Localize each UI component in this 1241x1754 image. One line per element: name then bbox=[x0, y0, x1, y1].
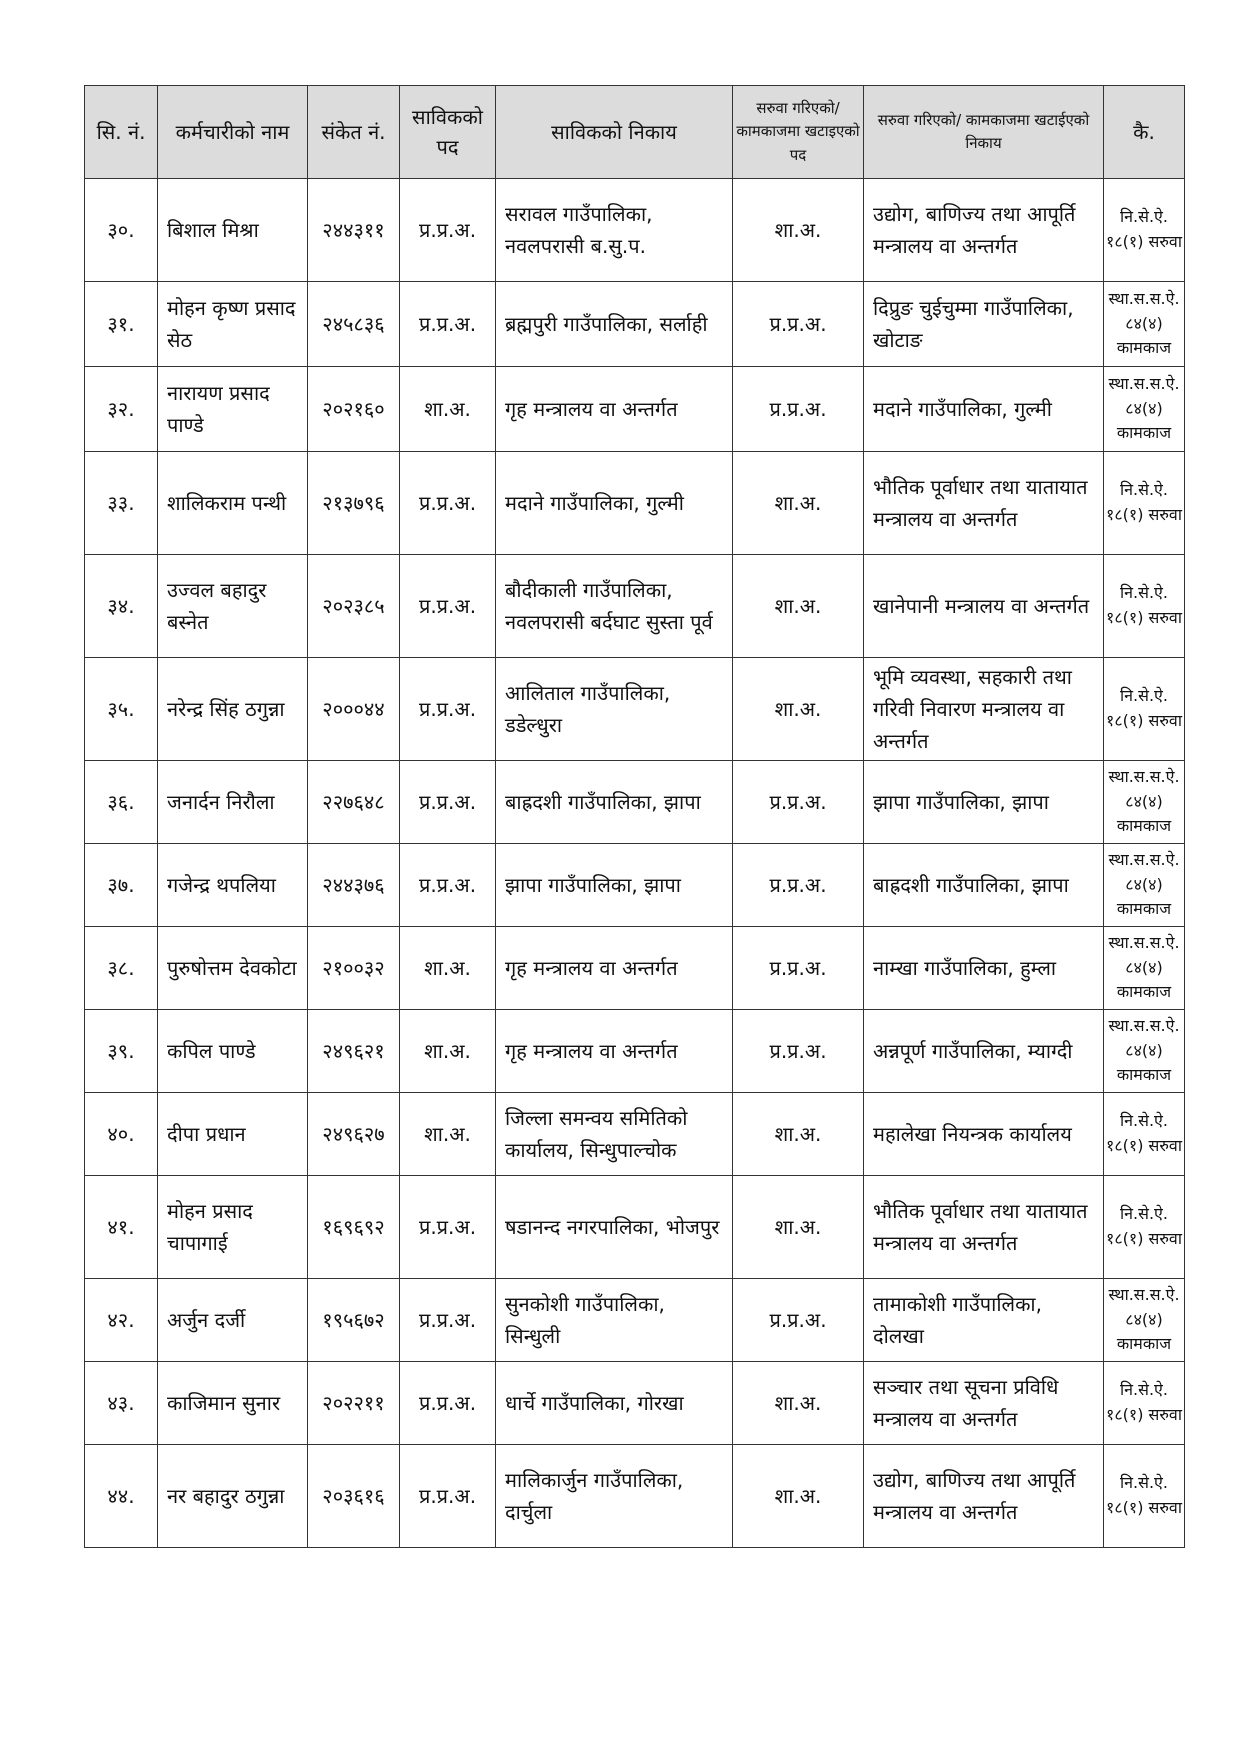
previous-office-cell: गृह मन्त्रालय वा अन्तर्गत bbox=[496, 1010, 733, 1093]
previous-office-cell: बाह्रदशी गाउँपालिका, झापा bbox=[496, 761, 733, 844]
remark-cell: नि.से.ऐ. १८(१) सरुवा bbox=[1104, 555, 1185, 658]
employee-name-cell: जनार्दन निरौला bbox=[158, 761, 308, 844]
header-new-post: सरुवा गरिएको/ कामकाजमा खटाइएको पद bbox=[733, 86, 864, 179]
new-office-cell: अन्नपूर्ण गाउँपालिका, म्याग्दी bbox=[864, 1010, 1104, 1093]
code-number-cell: २१३७९६ bbox=[308, 452, 400, 555]
previous-office-cell: षडानन्द नगरपालिका, भोजपुर bbox=[496, 1176, 733, 1279]
employee-name-cell: कपिल पाण्डे bbox=[158, 1010, 308, 1093]
new-post-cell: प्र.प्र.अ. bbox=[733, 761, 864, 844]
table-row bbox=[85, 1010, 1185, 1093]
remark-cell: नि.से.ऐ. १८(१) सरुवा bbox=[1104, 1362, 1185, 1445]
serial-number-cell: ३३. bbox=[85, 452, 158, 555]
previous-post-cell: शा.अ. bbox=[400, 1093, 496, 1176]
employee-name-cell: उज्वल बहादुर बस्नेत bbox=[158, 555, 308, 658]
employee-name-cell: मोहन कृष्ण प्रसाद सेठ bbox=[158, 282, 308, 367]
previous-post-cell: प्र.प्र.अ. bbox=[400, 844, 496, 927]
new-office-cell: भौतिक पूर्वाधार तथा यातायात मन्त्रालय वा अन्तर्गत bbox=[864, 452, 1104, 555]
code-number-cell: २४९६२१ bbox=[308, 1010, 400, 1093]
previous-office-cell: मालिकार्जुन गाउँपालिका, दार्चुला bbox=[496, 1445, 733, 1548]
previous-post-cell: प्र.प्र.अ. bbox=[400, 1279, 496, 1362]
employee-name-cell: पुरुषोत्तम देवकोटा bbox=[158, 927, 308, 1010]
code-number-cell: २०००४४ bbox=[308, 658, 400, 761]
remark-cell: स्था.स.स.ऐ. ८४(४) कामकाज bbox=[1104, 282, 1185, 367]
new-office-cell: बाह्रदशी गाउँपालिका, झापा bbox=[864, 844, 1104, 927]
code-number-cell: २०३६१६ bbox=[308, 1445, 400, 1548]
previous-post-cell: प्र.प्र.अ. bbox=[400, 1362, 496, 1445]
new-office-cell: मदाने गाउँपालिका, गुल्मी bbox=[864, 367, 1104, 452]
new-post-cell: प्र.प्र.अ. bbox=[733, 844, 864, 927]
table-row bbox=[85, 1093, 1185, 1176]
new-office-cell: खानेपानी मन्त्रालय वा अन्तर्गत bbox=[864, 555, 1104, 658]
employee-name-cell: दीपा प्रधान bbox=[158, 1093, 308, 1176]
table-row bbox=[85, 1362, 1185, 1445]
new-post-cell: शा.अ. bbox=[733, 555, 864, 658]
remark-cell: नि.से.ऐ. १८(१) सरुवा bbox=[1104, 1093, 1185, 1176]
employee-name-cell: गजेन्द्र थपलिया bbox=[158, 844, 308, 927]
header-code-number: संकेत नं. bbox=[308, 86, 400, 179]
serial-number-cell: ३८. bbox=[85, 927, 158, 1010]
new-office-cell: तामाकोशी गाउँपालिका, दोलखा bbox=[864, 1279, 1104, 1362]
header-employee-name: कर्मचारीको नाम bbox=[158, 86, 308, 179]
previous-post-cell: प्र.प्र.अ. bbox=[400, 282, 496, 367]
new-office-cell: नाम्खा गाउँपालिका, हुम्ला bbox=[864, 927, 1104, 1010]
table-row bbox=[85, 1445, 1185, 1548]
previous-office-cell: ब्रह्मपुरी गाउँपालिका, सर्लाही bbox=[496, 282, 733, 367]
code-number-cell: २१००३२ bbox=[308, 927, 400, 1010]
new-post-cell: शा.अ. bbox=[733, 1093, 864, 1176]
previous-office-cell: गृह मन्त्रालय वा अन्तर्गत bbox=[496, 927, 733, 1010]
table-row bbox=[85, 658, 1185, 761]
employee-name-cell: शालिकराम पन्थी bbox=[158, 452, 308, 555]
employee-name-cell: बिशाल मिश्रा bbox=[158, 179, 308, 282]
code-number-cell: २०२२११ bbox=[308, 1362, 400, 1445]
code-number-cell: २४५८३६ bbox=[308, 282, 400, 367]
new-office-cell: भूमि व्यवस्था, सहकारी तथा गरिवी निवारण मन्त्रालय वा अन्तर्गत bbox=[864, 658, 1104, 761]
new-post-cell: प्र.प्र.अ. bbox=[733, 1010, 864, 1093]
new-post-cell: प्र.प्र.अ. bbox=[733, 282, 864, 367]
header-remarks: कै. bbox=[1104, 86, 1185, 179]
remark-cell: स्था.स.स.ऐ. ८४(४) कामकाज bbox=[1104, 367, 1185, 452]
code-number-cell: २२७६४८ bbox=[308, 761, 400, 844]
previous-office-cell: सरावल गाउँपालिका, नवलपरासी ब.सु.प. bbox=[496, 179, 733, 282]
previous-post-cell: शा.अ. bbox=[400, 927, 496, 1010]
code-number-cell: १६९६९२ bbox=[308, 1176, 400, 1279]
table-header bbox=[85, 86, 1185, 179]
code-number-cell: २४९६२७ bbox=[308, 1093, 400, 1176]
previous-office-cell: जिल्ला समन्वय समितिको कार्यालय, सिन्धुपाल्चोक bbox=[496, 1093, 733, 1176]
serial-number-cell: ३०. bbox=[85, 179, 158, 282]
employee-name-cell: नारायण प्रसाद पाण्डे bbox=[158, 367, 308, 452]
serial-number-cell: ४०. bbox=[85, 1093, 158, 1176]
employee-name-cell: नरेन्द्र सिंह ठगुन्ना bbox=[158, 658, 308, 761]
new-post-cell: प्र.प्र.अ. bbox=[733, 927, 864, 1010]
previous-post-cell: प्र.प्र.अ. bbox=[400, 1445, 496, 1548]
new-post-cell: प्र.प्र.अ. bbox=[733, 367, 864, 452]
employee-name-cell: काजिमान सुनार bbox=[158, 1362, 308, 1445]
previous-post-cell: प्र.प्र.अ. bbox=[400, 1176, 496, 1279]
employee-name-cell: मोहन प्रसाद चापागाई bbox=[158, 1176, 308, 1279]
remark-cell: नि.से.ऐ. १८(१) सरुवा bbox=[1104, 179, 1185, 282]
new-post-cell: शा.अ. bbox=[733, 1176, 864, 1279]
previous-post-cell: प्र.प्र.अ. bbox=[400, 452, 496, 555]
serial-number-cell: ३२. bbox=[85, 367, 158, 452]
employee-name-cell: नर बहादुर ठगुन्ना bbox=[158, 1445, 308, 1548]
previous-office-cell: सुनकोशी गाउँपालिका, सिन्धुली bbox=[496, 1279, 733, 1362]
new-office-cell: सञ्चार तथा सूचना प्रविधि मन्त्रालय वा अन्तर्गत bbox=[864, 1362, 1104, 1445]
serial-number-cell: ४४. bbox=[85, 1445, 158, 1548]
new-office-cell: उद्योग, बाणिज्य तथा आपूर्ति मन्त्रालय वा अन्तर्गत bbox=[864, 179, 1104, 282]
previous-office-cell: बौदीकाली गाउँपालिका, नवलपरासी बर्दघाट सुस्ता पूर्व bbox=[496, 555, 733, 658]
table-row bbox=[85, 927, 1185, 1010]
previous-office-cell: आलिताल गाउँपालिका, डडेल्धुरा bbox=[496, 658, 733, 761]
remark-cell: नि.से.ऐ. १८(१) सरुवा bbox=[1104, 1176, 1185, 1279]
previous-post-cell: प्र.प्र.अ. bbox=[400, 555, 496, 658]
new-office-cell: दिप्रुङ चुईचुम्मा गाउँपालिका, खोटाङ bbox=[864, 282, 1104, 367]
table-body bbox=[85, 179, 1185, 1548]
code-number-cell: १९५६७२ bbox=[308, 1279, 400, 1362]
serial-number-cell: ३४. bbox=[85, 555, 158, 658]
remark-cell: नि.से.ऐ. १८(१) सरुवा bbox=[1104, 658, 1185, 761]
remark-cell: नि.से.ऐ. १८(१) सरुवा bbox=[1104, 1445, 1185, 1548]
new-office-cell: महालेखा नियन्त्रक कार्यालय bbox=[864, 1093, 1104, 1176]
table-row bbox=[85, 761, 1185, 844]
header-previous-office: साविकको निकाय bbox=[496, 86, 733, 179]
header-new-office: सरुवा गरिएको/ कामकाजमा खटाईएको निकाय bbox=[864, 86, 1104, 179]
code-number-cell: २०२१६० bbox=[308, 367, 400, 452]
previous-office-cell: झापा गाउँपालिका, झापा bbox=[496, 844, 733, 927]
previous-post-cell: शा.अ. bbox=[400, 367, 496, 452]
new-office-cell: भौतिक पूर्वाधार तथा यातायात मन्त्रालय वा अन्तर्गत bbox=[864, 1176, 1104, 1279]
serial-number-cell: ४३. bbox=[85, 1362, 158, 1445]
remark-cell: नि.से.ऐ. १८(१) सरुवा bbox=[1104, 452, 1185, 555]
code-number-cell: २४४३७६ bbox=[308, 844, 400, 927]
serial-number-cell: ४२. bbox=[85, 1279, 158, 1362]
serial-number-cell: ३७. bbox=[85, 844, 158, 927]
header-serial-number: सि. नं. bbox=[85, 86, 158, 179]
new-post-cell: शा.अ. bbox=[733, 1445, 864, 1548]
remark-cell: स्था.स.स.ऐ. ८४(४) कामकाज bbox=[1104, 1010, 1185, 1093]
code-number-cell: २०२३८५ bbox=[308, 555, 400, 658]
serial-number-cell: ३९. bbox=[85, 1010, 158, 1093]
new-post-cell: शा.अ. bbox=[733, 658, 864, 761]
remark-cell: स्था.स.स.ऐ. ८४(४) कामकाज bbox=[1104, 927, 1185, 1010]
employee-name-cell: अर्जुन दर्जी bbox=[158, 1279, 308, 1362]
previous-post-cell: शा.अ. bbox=[400, 1010, 496, 1093]
new-post-cell: शा.अ. bbox=[733, 179, 864, 282]
table-row bbox=[85, 1279, 1185, 1362]
previous-post-cell: प्र.प्र.अ. bbox=[400, 761, 496, 844]
table-row bbox=[85, 844, 1185, 927]
serial-number-cell: ३६. bbox=[85, 761, 158, 844]
remark-cell: स्था.स.स.ऐ. ८४(४) कामकाज bbox=[1104, 761, 1185, 844]
new-office-cell: झापा गाउँपालिका, झापा bbox=[864, 761, 1104, 844]
table-row bbox=[85, 367, 1185, 452]
table-row bbox=[85, 1176, 1185, 1279]
previous-office-cell: मदाने गाउँपालिका, गुल्मी bbox=[496, 452, 733, 555]
new-post-cell: प्र.प्र.अ. bbox=[733, 1279, 864, 1362]
previous-office-cell: धार्चे गाउँपालिका, गोरखा bbox=[496, 1362, 733, 1445]
new-post-cell: शा.अ. bbox=[733, 1362, 864, 1445]
new-post-cell: शा.अ. bbox=[733, 452, 864, 555]
code-number-cell: २४४३११ bbox=[308, 179, 400, 282]
table-row bbox=[85, 452, 1185, 555]
remark-cell: स्था.स.स.ऐ. ८४(४) कामकाज bbox=[1104, 844, 1185, 927]
transfer-table bbox=[84, 85, 1185, 1548]
table-row bbox=[85, 179, 1185, 282]
header-row bbox=[85, 86, 1185, 179]
header-previous-post: साविकको पद bbox=[400, 86, 496, 179]
new-office-cell: उद्योग, बाणिज्य तथा आपूर्ति मन्त्रालय वा अन्तर्गत bbox=[864, 1445, 1104, 1548]
table-row bbox=[85, 282, 1185, 367]
previous-post-cell: प्र.प्र.अ. bbox=[400, 658, 496, 761]
serial-number-cell: ४१. bbox=[85, 1176, 158, 1279]
remark-cell: स्था.स.स.ऐ. ८४(४) कामकाज bbox=[1104, 1279, 1185, 1362]
serial-number-cell: ३५. bbox=[85, 658, 158, 761]
previous-office-cell: गृह मन्त्रालय वा अन्तर्गत bbox=[496, 367, 733, 452]
table-row bbox=[85, 555, 1185, 658]
serial-number-cell: ३१. bbox=[85, 282, 158, 367]
previous-post-cell: प्र.प्र.अ. bbox=[400, 179, 496, 282]
